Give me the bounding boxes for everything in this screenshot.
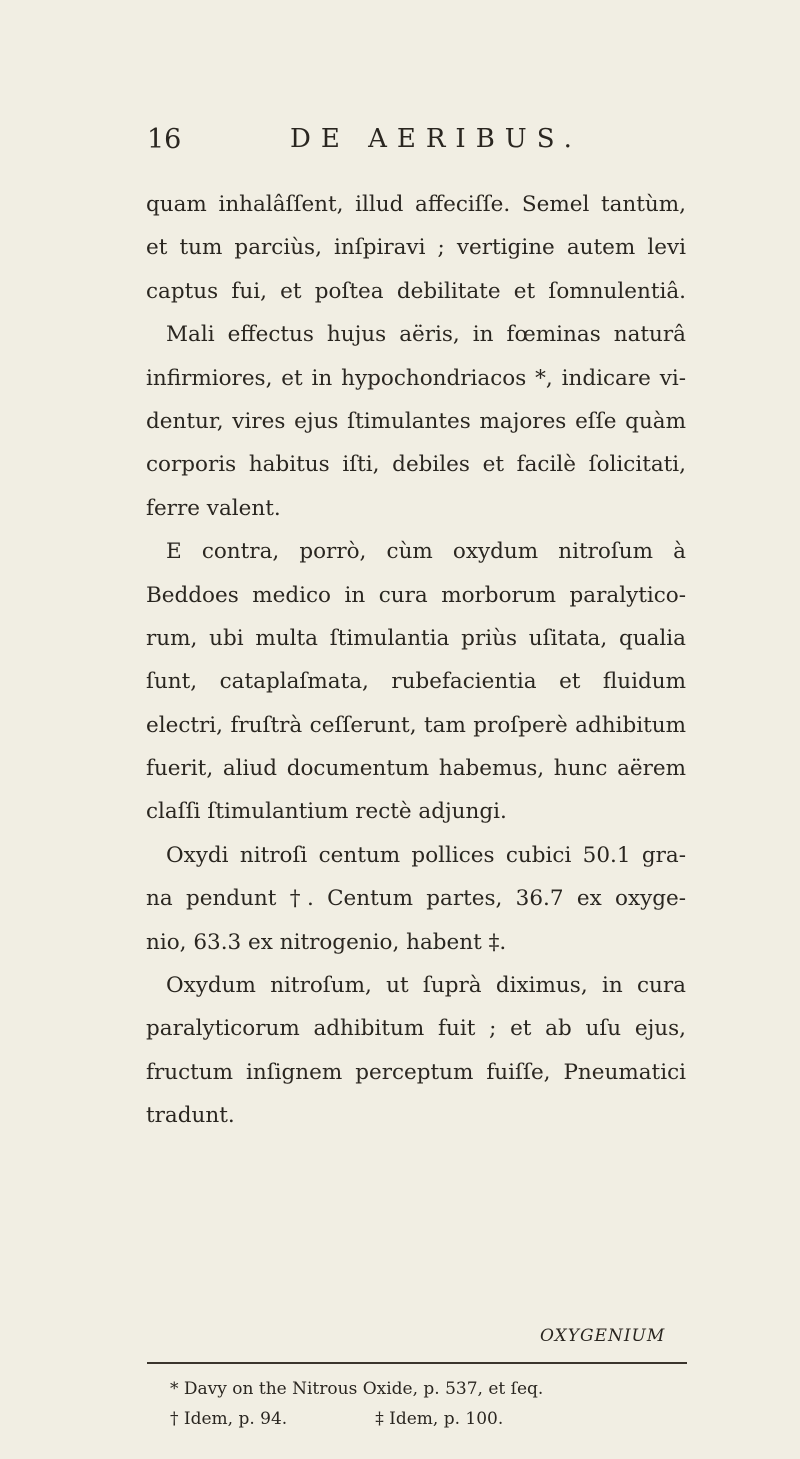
text-line: quam inhalâſſent, illud affeciſſe. Semel tantùm, — [146, 192, 686, 217]
text-line: electri, fruſtrà ceſſerunt, tam proſperè adhibitum — [146, 712, 686, 738]
text-line: et tum parciùs, inſpiravi ; vertigine autem levi — [146, 235, 686, 261]
text-line: Beddoes medico in cura morborum paralytico- — [146, 582, 686, 608]
text-line: ſunt, cataplaſmata, rubefacientia et fluidum — [146, 669, 686, 695]
text-line: claſſi ſtimulantium rectè adjungi. — [146, 799, 507, 825]
page-number: 16 — [147, 124, 182, 155]
text-line: Oxydum nitroſum, ut ſuprà diximus, in cura — [166, 973, 686, 999]
text-line: tradunt. — [146, 1103, 235, 1129]
text-line: paralyticorum adhibitum fuit ; et ab uſu ejus, — [146, 1016, 686, 1042]
text-line: captus fui, et poſtea debilitate et ſomnulentiâ. — [146, 278, 686, 304]
text-line: Oxydi nitroſi centum pollices cubici 50.1 gra- — [166, 842, 686, 868]
text-line: rum, ubi multa ſtimulantia priùs uſitata, qualia — [146, 625, 686, 651]
footnote: ‡ Idem, p. 100. — [375, 1409, 504, 1429]
text-line: ferre valent. — [146, 495, 281, 521]
footnote: † Idem, p. 94. — [170, 1409, 288, 1429]
page-header — [147, 124, 687, 164]
text-line: fructum inſignem perceptum fuiſſe, Pneumatici — [146, 1059, 686, 1085]
text-line: nio, 63.3 ex nitrogenio, habent ‡. — [146, 929, 507, 955]
catchword: OXYGENIUM — [540, 1326, 666, 1346]
text-line: fuerit, aliud documentum habemus, hunc aërem — [146, 756, 686, 782]
text-line: corporis habitus iſti, debiles et facilè ſolicitati, — [146, 452, 686, 478]
footnote-row — [170, 1404, 690, 1434]
footnotes — [170, 1374, 690, 1434]
text-line: E contra, porrò, cùm oxydum nitroſum à — [166, 539, 686, 565]
footnote: * Davy on the Nitrous Oxide, p. 537, et ſeq. — [170, 1379, 544, 1399]
running-title: DE AERIBUS. — [290, 124, 582, 154]
text-line: Mali effectus hujus aëris, in fœminas naturâ — [166, 322, 686, 348]
footnote-rule — [147, 1362, 687, 1364]
body-text — [146, 183, 686, 1138]
text-line: na pendunt †. Centum partes, 36.7 ex oxyge- — [146, 886, 686, 912]
text-line: infirmiores, et in hypochondriacos *, indicare vi- — [146, 365, 686, 391]
text-line: dentur, vires ejus ſtimulantes majores eſſe quàm — [146, 408, 686, 434]
